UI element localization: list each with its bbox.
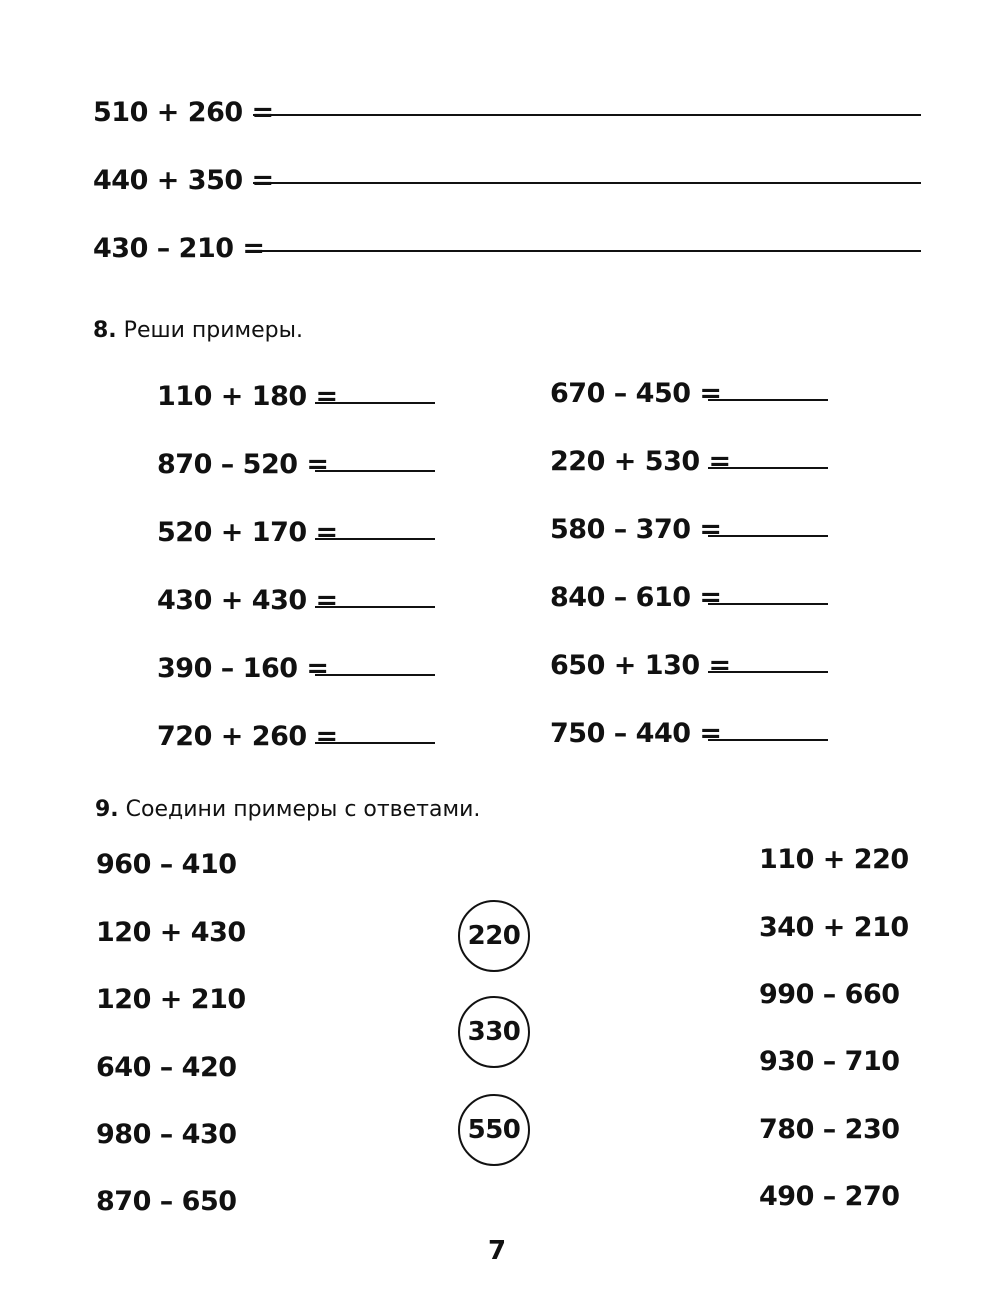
task-8-equation: 430 + 430 = [157, 585, 338, 616]
task-8-equation: 220 + 530 = [550, 446, 731, 477]
task-8-equation: 110 + 180 = [157, 381, 338, 412]
answer-line[interactable] [708, 603, 828, 605]
task-9-number: 9. [95, 797, 119, 822]
answer-value: 330 [467, 1017, 521, 1047]
answer-value: 220 [467, 921, 521, 951]
answer-line[interactable] [315, 538, 435, 540]
task-8-equation: 390 – 160 = [157, 653, 329, 684]
task-9-left-expression[interactable]: 640 – 420 [96, 1052, 237, 1083]
answer-line-top-2[interactable] [253, 182, 921, 184]
answer-line[interactable] [315, 470, 435, 472]
task-8-equation: 720 + 260 = [157, 721, 338, 752]
top-equation-3: 430 – 210 = [93, 233, 265, 264]
answer-line[interactable] [315, 402, 435, 404]
task-9-left-expression[interactable]: 120 + 210 [96, 984, 246, 1015]
answer-line-top-3[interactable] [253, 250, 921, 252]
task-8-equation: 870 – 520 = [157, 449, 329, 480]
answer-circle-220[interactable] [458, 900, 530, 972]
answer-line[interactable] [315, 742, 435, 744]
task-9-right-expression[interactable]: 110 + 220 [759, 844, 909, 875]
answer-line[interactable] [708, 467, 828, 469]
task-8-equation: 670 – 450 = [550, 378, 722, 409]
answer-line[interactable] [708, 739, 828, 741]
top-equation-1: 510 + 260 = [93, 97, 274, 128]
top-equation-2: 440 + 350 = [93, 165, 274, 196]
answer-line-top-1[interactable] [253, 114, 921, 116]
answer-value: 550 [467, 1115, 521, 1145]
task-9-right-expression[interactable]: 490 – 270 [759, 1181, 900, 1212]
task-8-equation: 580 – 370 = [550, 514, 722, 545]
task-9-text: Соедини примеры с ответами. [125, 797, 481, 822]
task-8-text: Реши примеры. [123, 318, 304, 343]
task-9-right-expression[interactable]: 780 – 230 [759, 1114, 900, 1145]
page-number: 7 [488, 1236, 507, 1266]
task-8-equation: 520 + 170 = [157, 517, 338, 548]
task-8-title [93, 317, 303, 345]
task-9-left-expression[interactable]: 960 – 410 [96, 849, 237, 880]
task-8-equation: 750 – 440 = [550, 718, 722, 749]
answer-line[interactable] [708, 399, 828, 401]
task-9-left-expression[interactable]: 120 + 430 [96, 917, 246, 948]
task-9-left-expression[interactable]: 870 – 650 [96, 1186, 237, 1217]
task-8-equation: 650 + 130 = [550, 650, 731, 681]
answer-circle-330[interactable] [458, 996, 530, 1068]
answer-line[interactable] [315, 606, 435, 608]
answer-line[interactable] [315, 674, 435, 676]
task-9-right-expression[interactable]: 930 – 710 [759, 1046, 900, 1077]
answer-line[interactable] [708, 535, 828, 537]
answer-circle-550[interactable] [458, 1094, 530, 1166]
task-8-number: 8. [93, 318, 117, 343]
task-9-left-expression[interactable]: 980 – 430 [96, 1119, 237, 1150]
task-9-right-expression[interactable]: 990 – 660 [759, 979, 900, 1010]
task-8-equation: 840 – 610 = [550, 582, 722, 613]
answer-line[interactable] [708, 671, 828, 673]
task-9-right-expression[interactable]: 340 + 210 [759, 912, 909, 943]
task-9-title [95, 796, 480, 824]
